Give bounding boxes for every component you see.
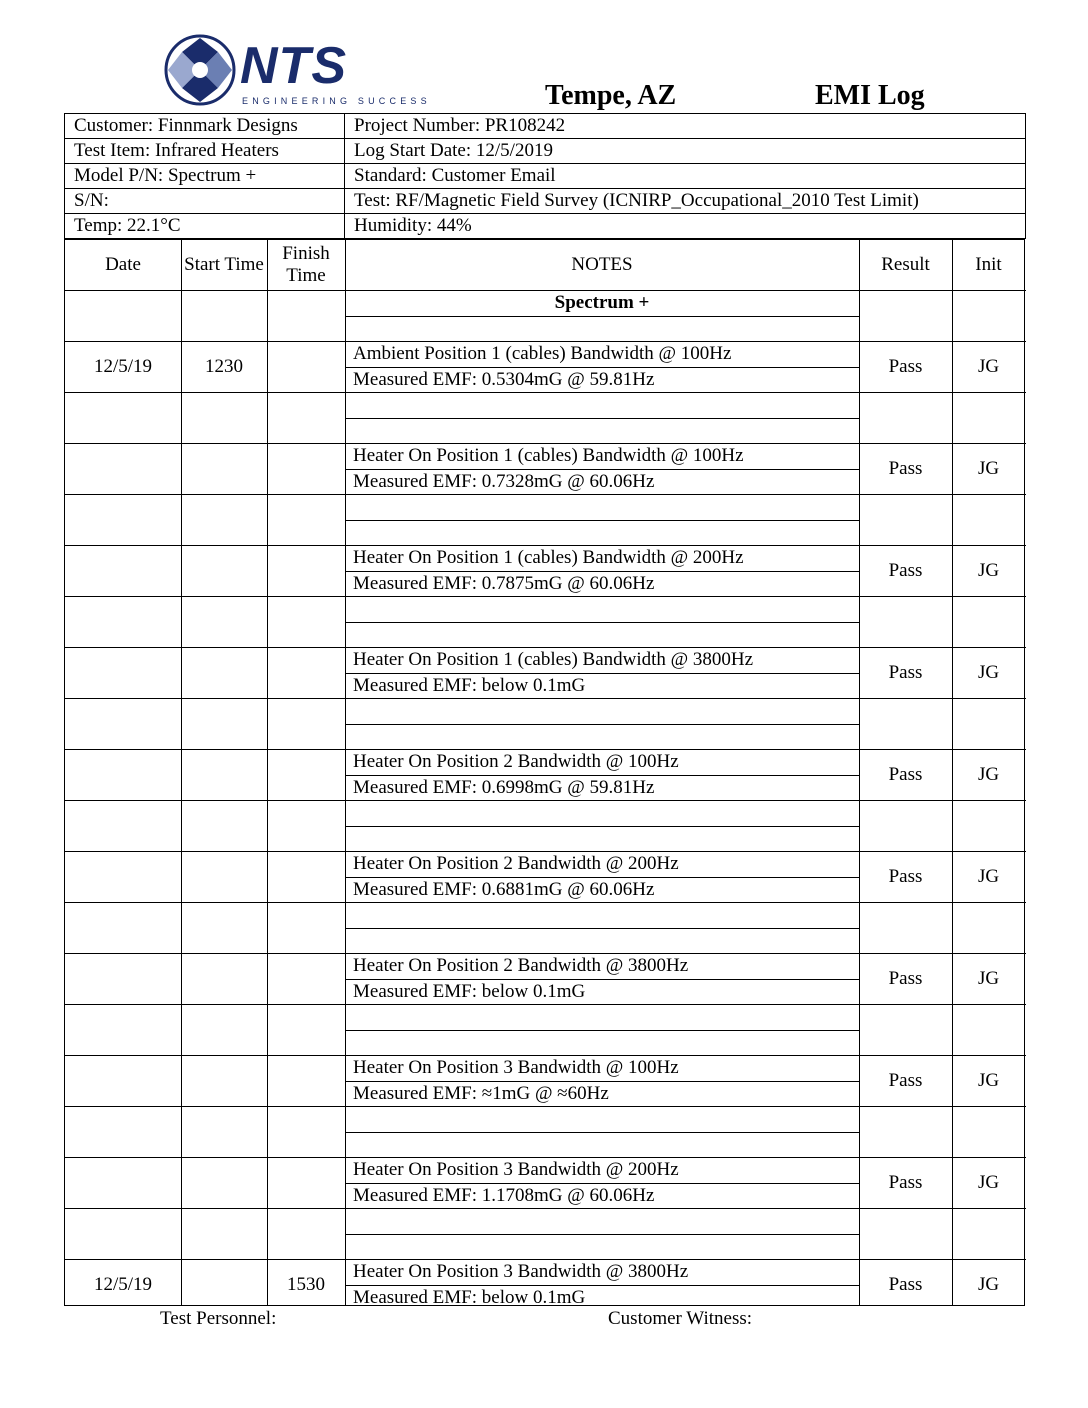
- entry-init: JG: [977, 1171, 1000, 1193]
- row-divider: [65, 596, 1026, 597]
- brand-wordmark: NTS: [240, 37, 347, 95]
- entry-start: [181, 647, 267, 698]
- column-header-date: Date: [105, 254, 141, 275]
- entry-date: [65, 545, 181, 596]
- standard-field: Standard: Customer Email: [345, 164, 1026, 189]
- entry-result: Pass: [888, 559, 923, 581]
- customer-witness-label: Customer Witness:: [608, 1308, 753, 1329]
- entry-finish: 1530: [287, 1273, 325, 1295]
- test-personnel-label: Test Personnel:: [160, 1308, 277, 1329]
- temperature-field: Temp: 22.1°C: [65, 214, 345, 239]
- notes-subrow-divider: [345, 1030, 859, 1031]
- entry-start: 1230: [205, 355, 243, 377]
- row-divider: [65, 1106, 1026, 1107]
- row-divider: [65, 902, 1026, 903]
- entry-date: [65, 749, 181, 800]
- entry-test-description: Heater On Position 1 (cables) Bandwidth @ 200Hz: [353, 547, 744, 568]
- entry-result: Pass: [888, 1273, 923, 1295]
- notes-heading: Spectrum +: [554, 292, 650, 313]
- entry-date: [65, 953, 181, 1004]
- entry-finish: [267, 545, 345, 596]
- column-header-result: Result: [881, 254, 930, 275]
- row-divider: [65, 392, 1026, 393]
- entry-test-description: Heater On Position 2 Bandwidth @ 100Hz: [353, 751, 679, 772]
- notes-subrow-divider: [345, 520, 859, 521]
- serial-number-field: S/N:: [65, 189, 345, 214]
- entry-test-description: Ambient Position 1 (cables) Bandwidth @ 100Hz: [353, 343, 732, 364]
- entry-finish: [267, 1055, 345, 1106]
- entry-measured-emf: Measured EMF: 0.5304mG @ 59.81Hz: [353, 368, 655, 390]
- entry-date: [65, 851, 181, 902]
- entry-measured-emf: Measured EMF: 1.1708mG @ 60.06Hz: [353, 1184, 655, 1206]
- location-title: Tempe, AZ: [545, 80, 677, 111]
- entry-test-description: Heater On Position 1 (cables) Bandwidth @ 100Hz: [353, 445, 744, 466]
- entry-date: [65, 1157, 181, 1208]
- entry-test-description: Heater On Position 1 (cables) Bandwidth @ 3800Hz: [353, 649, 754, 670]
- notes-subrow-divider: [345, 724, 859, 725]
- entry-result: Pass: [888, 457, 923, 479]
- entry-start: [181, 851, 267, 902]
- entry-result: Pass: [888, 865, 923, 887]
- entry-test-description: Heater On Position 3 Bandwidth @ 200Hz: [353, 1159, 679, 1180]
- entry-init: JG: [977, 661, 1000, 683]
- entry-init: JG: [977, 763, 1000, 785]
- document-title: EMI Log: [815, 80, 925, 111]
- notes-subrow-divider: [345, 928, 859, 929]
- project-number-field: Project Number: PR108242: [345, 114, 1026, 139]
- entry-date: [65, 1055, 181, 1106]
- entry-start: [181, 1055, 267, 1106]
- entry-finish: [267, 443, 345, 494]
- entry-result: Pass: [888, 967, 923, 989]
- brand-tagline: ENGINEERING SUCCESS: [242, 96, 431, 106]
- globe-icon: [160, 30, 240, 110]
- entry-result: Pass: [888, 1069, 923, 1091]
- entry-measured-emf: Measured EMF: 0.6998mG @ 59.81Hz: [353, 776, 655, 798]
- entry-init: JG: [977, 559, 1000, 581]
- entry-finish: [267, 1157, 345, 1208]
- model-field: Model P/N: Spectrum +: [65, 164, 345, 189]
- entry-start: [181, 749, 267, 800]
- entry-result: Pass: [888, 661, 923, 683]
- notes-subrow-divider: [345, 1132, 859, 1133]
- customer-field: Customer: Finnmark Designs: [65, 114, 345, 139]
- entry-init: JG: [977, 1069, 1000, 1091]
- column-header-init: Init: [975, 254, 1002, 275]
- entry-init: JG: [977, 355, 1000, 377]
- entry-measured-emf: Measured EMF: 0.6881mG @ 60.06Hz: [353, 878, 655, 900]
- entry-measured-emf: Measured EMF: below 0.1mG: [353, 1286, 586, 1308]
- entry-test-description: Heater On Position 3 Bandwidth @ 100Hz: [353, 1057, 679, 1078]
- entry-measured-emf: Measured EMF: 0.7328mG @ 60.06Hz: [353, 470, 655, 492]
- entry-test-description: Heater On Position 3 Bandwidth @ 3800Hz: [353, 1261, 689, 1282]
- entry-finish: [267, 341, 345, 392]
- test-field: Test: RF/Magnetic Field Survey (ICNIRP_Occupational_2010 Test Limit): [345, 189, 1026, 214]
- entry-finish: [267, 749, 345, 800]
- log-start-date-field: Log Start Date: 12/5/2019: [345, 139, 1026, 164]
- entry-result: Pass: [888, 763, 923, 785]
- notes-subrow-divider: [345, 1234, 859, 1235]
- entry-init: JG: [977, 967, 1000, 989]
- entry-date: [65, 647, 181, 698]
- humidity-field: Humidity: 44%: [345, 214, 1026, 239]
- entry-finish: [267, 851, 345, 902]
- notes-subrow-divider: [345, 316, 859, 317]
- notes-subrow-divider: [345, 826, 859, 827]
- entry-test-description: Heater On Position 2 Bandwidth @ 3800Hz: [353, 955, 689, 976]
- entry-start: [181, 443, 267, 494]
- entry-date: 12/5/19: [93, 1273, 153, 1295]
- entry-result: Pass: [888, 1171, 923, 1193]
- header-divider: [65, 290, 1026, 291]
- column-divider: [345, 240, 346, 1305]
- entry-start: [181, 1157, 267, 1208]
- row-divider: [65, 1208, 1026, 1209]
- entry-start: [181, 953, 267, 1004]
- entry-date: [65, 443, 181, 494]
- column-header-finish-time: Finish Time: [282, 243, 330, 286]
- entry-init: JG: [977, 865, 1000, 887]
- info-table: [64, 113, 1026, 239]
- entry-start: [181, 1259, 267, 1310]
- entry-date: 12/5/19: [93, 355, 153, 377]
- entry-finish: [267, 953, 345, 1004]
- entry-measured-emf: Measured EMF: below 0.1mG: [353, 674, 586, 696]
- column-header-notes: NOTES: [571, 254, 633, 275]
- entry-measured-emf: Measured EMF: ≈1mG @ ≈60Hz: [353, 1082, 609, 1104]
- emi-log-grid: [64, 239, 1025, 1306]
- entry-test-description: Heater On Position 2 Bandwidth @ 200Hz: [353, 853, 679, 874]
- entry-finish: [267, 647, 345, 698]
- row-divider: [65, 494, 1026, 495]
- column-header-start-time: Start Time: [184, 254, 264, 275]
- row-divider: [65, 1004, 1026, 1005]
- entry-start: [181, 545, 267, 596]
- entry-measured-emf: Measured EMF: 0.7875mG @ 60.06Hz: [353, 572, 655, 594]
- entry-measured-emf: Measured EMF: below 0.1mG: [353, 980, 586, 1002]
- entry-init: JG: [977, 1273, 1000, 1295]
- notes-subrow-divider: [345, 418, 859, 419]
- row-divider: [65, 698, 1026, 699]
- entry-init: JG: [977, 457, 1000, 479]
- entry-result: Pass: [888, 355, 923, 377]
- notes-subrow-divider: [345, 622, 859, 623]
- row-divider: [65, 800, 1026, 801]
- test-item-field: Test Item: Infrared Heaters: [65, 139, 345, 164]
